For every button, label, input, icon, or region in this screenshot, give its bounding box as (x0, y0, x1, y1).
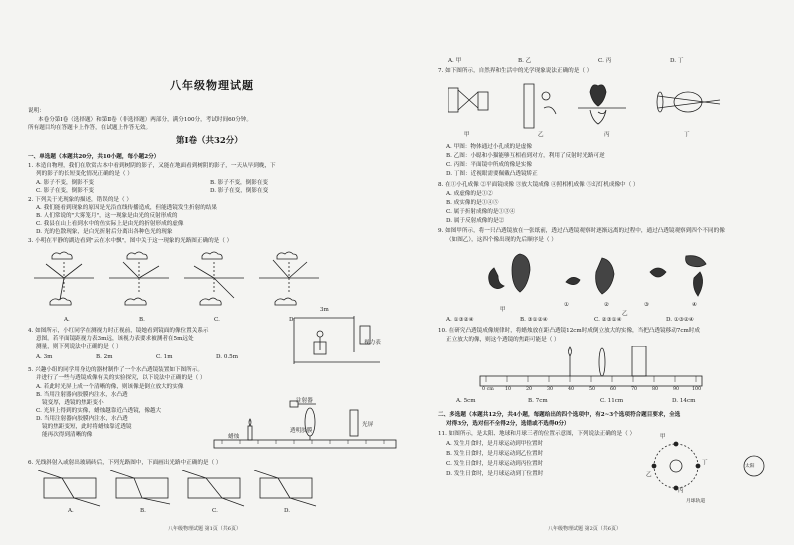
figure-label: 3m (320, 307, 329, 313)
question-1: 1. 本造自物理，我们在欣赏古本中看到树阴的影子，又能在地面看到树阴的影子，一天从早到晚，下 (28, 163, 276, 169)
question-4: 4. 如图所示，小红同学在测视力时正视前，镜她看到镜面的像位置关系示 (28, 328, 209, 334)
figure-label: 乙 (538, 132, 544, 138)
option: D. (284, 508, 291, 514)
option: C. 丙 (598, 58, 612, 64)
question-4-cont: 意图。若平面镜距视力表3m远，该视力表要求被测者在5m远处 (36, 336, 194, 342)
option: B. 影子不变，倒影在变 (210, 180, 269, 186)
option: B. 乙 (518, 58, 532, 64)
option: A. 我们能看到现象的原因是光沿直线传播造成，但能透镜发生折射的结果 (36, 205, 218, 211)
question-10-cont: 正立放大的像，则这个透镜的焦距可能是（ ） (446, 337, 560, 343)
option: B. 7cm (528, 398, 548, 404)
figure-label: 甲 (660, 434, 666, 440)
option: C. (214, 317, 220, 323)
figure-label: 甲 (464, 132, 470, 138)
figure-label: 视力表 (364, 340, 381, 346)
ruler-label: 100 (692, 387, 702, 392)
option: C. 发生日食时，是月球运动到丙位置时 (446, 461, 544, 467)
option: D. 当用注射器向胶膜内注水，水凸透 (36, 416, 128, 422)
option: B. (139, 317, 145, 323)
ruler-label: 70 (631, 387, 638, 392)
option: D. 光的色散现象，是白光折射后分离出各种色光的现象 (36, 229, 173, 235)
left-page (28, 20, 398, 532)
figure-label: 月球轨道 (686, 499, 706, 504)
question-4-cont: 测量，则下列说法中正确的是（ ） (36, 344, 122, 350)
page-footer: 八年级物理试题 第2页（共6页） (548, 526, 621, 532)
figure-label: 蜡烛 (228, 434, 240, 440)
option: D. 0.5m (216, 354, 239, 360)
question-8: 8. 在①小孔成像 ②平面镜成像 ③放大镜成像 ④照相机成像 ⑤幻灯机成像中（ ） (438, 182, 639, 188)
part-header-cont: 对得3分，选对但不全得2分，选错或不选得0分） (446, 421, 570, 427)
question-9-cont: （如图乙），这四个像出现的先后顺序是（ ） (446, 237, 557, 243)
option: D. 发生日食时，是月球运动到丁位置时 (446, 471, 544, 477)
option: B. ③①②④ (520, 317, 548, 323)
question-3: 3. 小明在平静的湖边看到"云在水中飘"，图中关于这一现象的光路图正确的是（ ） (28, 238, 233, 244)
option: C. 属于折射成像的是①③④ (446, 209, 516, 215)
option: 镜变厚，透镜的焦距变小 (42, 400, 104, 406)
q7-optics-figures (448, 78, 748, 134)
ruler-label: 60 (610, 387, 617, 392)
figure-label: 丁 (684, 132, 690, 138)
ruler-label: 90 (673, 387, 680, 392)
page-title: 八年级物理试题 (170, 79, 254, 92)
question-9: 9. 如图甲所示，将一只凸透镜放在一张纸前，透过凸透镜观察时逐渐远离的过程中，通过凸透镜观察到四个不同的像 (438, 228, 725, 234)
option: B. 当用注射器向胶膜内注水，水凸透 (36, 392, 128, 398)
option: A. (64, 317, 70, 323)
ruler-label: 80 (652, 387, 659, 392)
q9-image-sequence (480, 248, 740, 306)
figure-label: ④ (692, 302, 698, 308)
question-2: 2. 下列关于光现象的描述，错误的是（ ） (28, 197, 132, 203)
note-line: 本卷分第Ⅰ卷（选择题）和第Ⅱ卷（非选择题）两部分，满分100分，考试时间60分钟。 (38, 117, 252, 123)
ruler-label: 30 (547, 387, 554, 392)
ruler-label: 0 cm (482, 387, 494, 392)
part-header: 一、单选题（本题共20分，共10小题，每小题2分） (28, 154, 160, 160)
option: B. 乙图：小聪和小猫能够互相看到对方，利用了反射时光路可逆 (446, 153, 605, 159)
option: A. (68, 508, 74, 514)
option: A. 成虚像的是①② (446, 191, 493, 197)
option: C. ②③①④ (594, 317, 622, 323)
part-header: 二、多选题（本题共12分，共4小题，每题给出的四个选项中，有2~3个选项符合题目要求，全选 (438, 412, 681, 418)
figure-label: 乙 (646, 472, 652, 478)
question-5: 5. 兴趣小组的同学用身边的器材制作了一个水凸透镜装置如下图所示。 (28, 367, 203, 373)
question-5-cont: 并进行了一些与透镜成像有关的实验探究，以下说法中正确的是（ ） (36, 375, 206, 381)
note-label: 说明： (28, 108, 45, 114)
question-7: 7. 如下图所示，自然界和生活中的光学现象说法正确的是（ ） (438, 68, 593, 74)
option: D. ①③②④ (666, 317, 694, 323)
figure-label: 透明胶膜 (290, 428, 313, 434)
option: A. 3m (36, 354, 53, 360)
ruler-label: 40 (568, 387, 575, 392)
option: B. 发生日食时，是月球运动到乙位置时 (446, 451, 544, 457)
option: A. 甲图：物体通过小孔成的是虚像 (446, 144, 532, 150)
option: 镜的焦距变短，此时将蜡烛靠近透镜 (42, 424, 132, 430)
question-6: 6. 光线斜射入或射出玻璃砖后，下列光路图中，下面画出光路中正确的是（ ） (28, 460, 222, 466)
figure-label: 丁 (702, 460, 708, 466)
ruler-label: 50 (589, 387, 596, 392)
figure-label: 光屏 (362, 422, 374, 428)
option: B. 成实像的是①④⑤ (446, 200, 499, 206)
option: C. 影子在变，倒影不变 (36, 188, 94, 194)
figure-label: 注射器 (296, 398, 313, 404)
option: A. 甲 (448, 58, 462, 64)
question-1-cont: 列的影子的长短变化情况正确的是（ ） (36, 171, 133, 177)
option: C. 我县在山上看到水中的鱼实际上是由光的折射形成的虚像 (36, 221, 184, 227)
figure-label: 乙 (622, 311, 628, 317)
question-10: 10. 在研究凸透镜成像规律时，将蜡烛放在距凸透镜12cm时成倒立放大的实像，当把凸透镜移动7cm时成 (438, 328, 700, 334)
figure-label: ② (604, 302, 610, 308)
option: A. 发生月食时，是月球运动到甲位置时 (446, 441, 544, 447)
figure-label: 丙 (604, 132, 610, 138)
option: C. (212, 508, 218, 514)
option: A. 5cm (456, 398, 476, 404)
q6-glass-block-diagrams (38, 470, 328, 508)
option: C. 光屏上得到的实像，蜡烛越靠近凸透镜，像越大 (36, 408, 162, 414)
figure-label: 丙 (678, 488, 684, 494)
option: D. 14cm (672, 398, 696, 404)
option: D. 影子在变，倒影在变 (210, 188, 269, 194)
option: B. (140, 508, 146, 514)
question-11: 11. 如图所示，是太阳、地球和月球三者的位置示意图，下列说法正确的是（ ） (438, 431, 636, 437)
note-line: 所有题目均在答题卡上作答，在试题上作答无效。 (28, 125, 152, 131)
section-title: 第Ⅰ卷（共32分） (176, 136, 243, 146)
ruler-label: 20 (526, 387, 533, 392)
figure-label: ③ (644, 302, 650, 308)
option: D. 属于反射成像的是② (446, 218, 505, 224)
option: B. 2m (96, 354, 113, 360)
option: A. 若此时光屏上成一个清晰的像，则该像是倒立放大的实像 (36, 384, 184, 390)
option: C. 丙图：平面镜中所成的像是实像 (446, 162, 532, 168)
option: D. 丁图：近视眼需要佩戴凸透镜矫正 (446, 171, 538, 177)
page-footer: 八年级物理试题 第1页（共6页） (168, 526, 241, 532)
option: D. (289, 317, 296, 323)
option: A. ①③②④ (446, 317, 474, 323)
right-page (408, 20, 778, 532)
option: 能再次得到清晰的像 (42, 432, 93, 438)
q3-light-path-diagrams (34, 248, 334, 318)
option: C. 1m (156, 354, 173, 360)
figure-label: 太阳 (745, 464, 755, 469)
figure-label: ① (564, 302, 570, 308)
ruler-label: 10 (505, 387, 512, 392)
option: C. 11cm (600, 398, 624, 404)
option: D. 丁 (670, 58, 684, 64)
option: A. 影子不变，倒影不变 (36, 180, 94, 186)
option: B. 人们常说的"大雾笼月"，这一现象是由光的反射形成的 (36, 213, 178, 219)
figure-label: 甲 (500, 307, 506, 313)
